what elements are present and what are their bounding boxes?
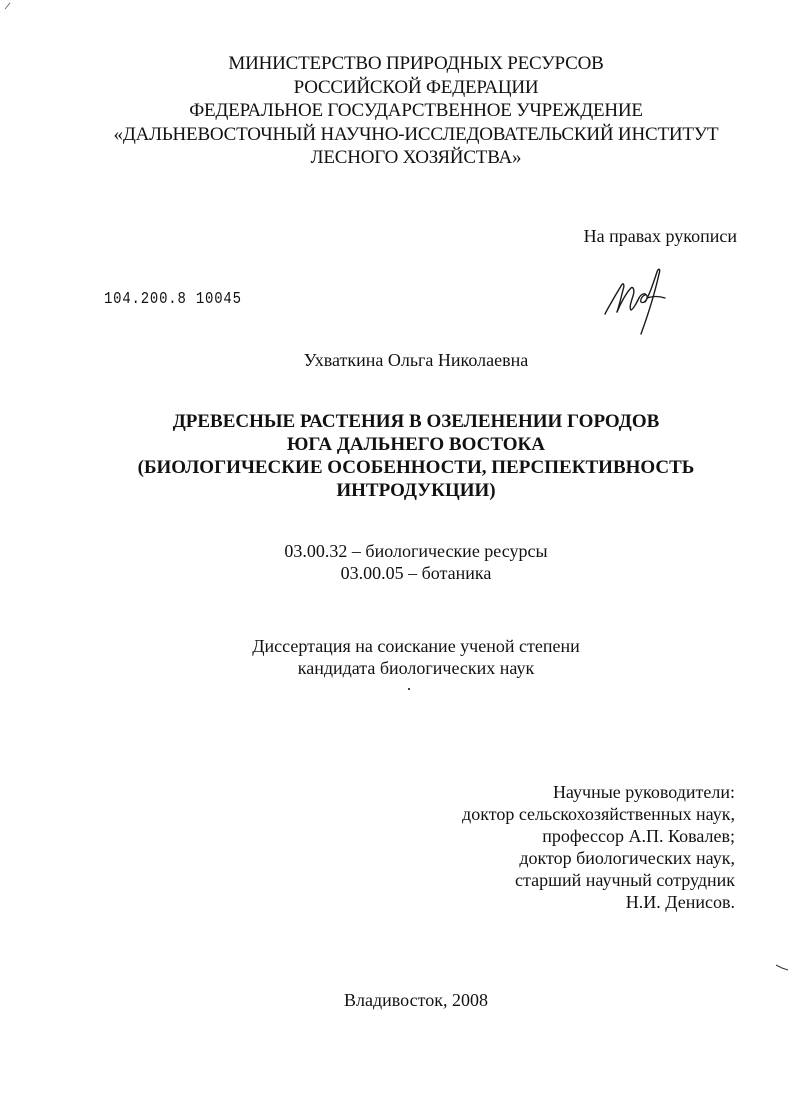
title-line: ДРЕВЕСНЫЕ РАСТЕНИЯ В ОЗЕЛЕНЕНИИ ГОРОДОВ [172,411,660,432]
specialty-line: 03.00.32 – биологические ресурсы [284,541,548,561]
degree-line: кандидата биологических наук [297,658,535,678]
author-name-text: Ухваткина Ольга Николаевна [303,350,529,370]
advisors-line: Научные руководители: [552,782,735,802]
handwritten-signature [595,262,685,342]
header-line: ФЕДЕРАЛЬНОЕ ГОСУДАРСТВЕННОЕ УЧРЕЖДЕНИЕ [189,100,643,121]
header-line: «ДАЛЬНЕВОСТОЧНЫЙ НАУЧНО-ИССЛЕДОВАТЕЛЬСКИЙ ИНСТИТУТ [113,123,719,145]
degree-line: Диссертация на соискание ученой степени [252,636,580,656]
scan-artifact-mark [4,2,12,10]
advisors-line: старший научный сотрудник [515,870,735,890]
scan-artifact-mark [775,962,789,972]
title-line: ИНТРОДУКЦИИ) [336,480,496,501]
city-and-year [0,990,792,1011]
advisors-line: доктор сельскохозяйственных наук, [462,804,735,824]
title-line: ЮГА ДАЛЬНЕГО ВОСТОКА [286,434,546,455]
header-line: РОССИЙСКОЙ ФЕДЕРАЦИИ [293,76,539,98]
header-line: МИНИСТЕРСТВО ПРИРОДНЫХ РЕСУРСОВ [228,53,604,74]
dissertation-title [0,410,792,502]
specialty-codes [0,540,792,584]
degree-statement [0,635,792,679]
institution-header [0,52,792,170]
author-name [0,350,792,371]
header-line: ЛЕСНОГО ХОЗЯЙСТВА» [310,147,522,168]
title-line: (БИОЛОГИЧЕСКИЕ ОСОБЕННОСТИ, ПЕРСПЕКТИВНОСТЬ [137,457,695,478]
registration-stamp-number: 104.200.8 10045 [104,290,242,309]
advisors-line: доктор биологических наук, [519,848,735,868]
scientific-advisors [462,781,735,913]
advisors-line: профессор А.П. Ковалев; [542,826,735,846]
advisors-line: Н.И. Денисов. [625,892,735,912]
scan-speck [408,688,410,690]
city-year-text: Владивосток, 2008 [344,990,488,1010]
manuscript-rights-note: На правах рукописи [583,226,737,246]
specialty-line: 03.00.05 – ботаника [340,563,492,583]
